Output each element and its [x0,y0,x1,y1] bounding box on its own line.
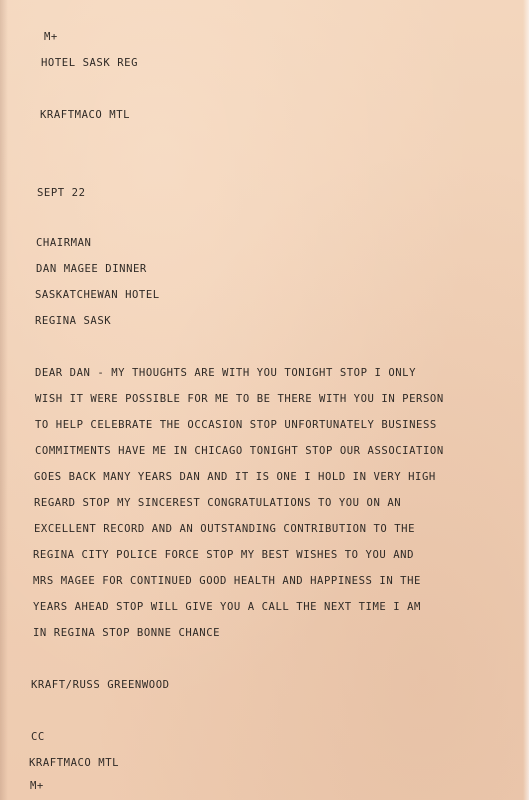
body-line: MRS MAGEE FOR CONTINUED GOOD HEALTH AND HAPPINESS IN THE [33,575,421,587]
address-line: REGINA SASK [35,315,112,327]
address-line: CHAIRMAN [36,237,92,249]
signature: KRAFT/RUSS GREENWOOD [31,679,170,691]
header-date: SEPT 22 [37,187,86,199]
address-line: DAN MAGEE DINNER [36,263,147,275]
header-to: HOTEL SASK REG [41,57,138,69]
body-line: EXCELLENT RECORD AND AN OUTSTANDING CONTRIBUTION TO THE [34,523,416,535]
header-code: M+ [44,31,58,43]
body-line: IN REGINA STOP BONNE CHANCE [33,627,221,639]
body-line: GOES BACK MANY YEARS DAN AND IT IS ONE I HOLD IN VERY HIGH [34,471,436,483]
address-line: SASKATCHEWAN HOTEL [35,289,160,301]
cc-recipient: KRAFTMACO MTL [29,757,120,769]
body-line: TO HELP CELEBRATE THE OCCASION STOP UNFORTUNATELY BUSINESS [35,419,437,431]
footer-code: M+ [30,780,44,792]
body-line: WISH IT WERE POSSIBLE FOR ME TO BE THERE WITH YOU IN PERSON [35,393,444,405]
header-from: KRAFTMACO MTL [40,109,131,121]
body-line: YEARS AHEAD STOP WILL GIVE YOU A CALL THE NEXT TIME I AM [33,601,421,613]
body-line: DEAR DAN - MY THOUGHTS ARE WITH YOU TONIGHT STOP I ONLY [35,367,417,379]
body-line: COMMITMENTS HAVE ME IN CHICAGO TONIGHT STOP OUR ASSOCIATION [35,445,444,457]
body-line: REGARD STOP MY SINCEREST CONGRATULATIONS TO YOU ON AN [34,497,402,509]
body-line: REGINA CITY POLICE FORCE STOP MY BEST WISHES TO YOU AND [33,549,415,561]
paper-shadow-edge [0,0,8,800]
cc-label: CC [31,731,45,743]
paper-light-edge [523,0,529,800]
